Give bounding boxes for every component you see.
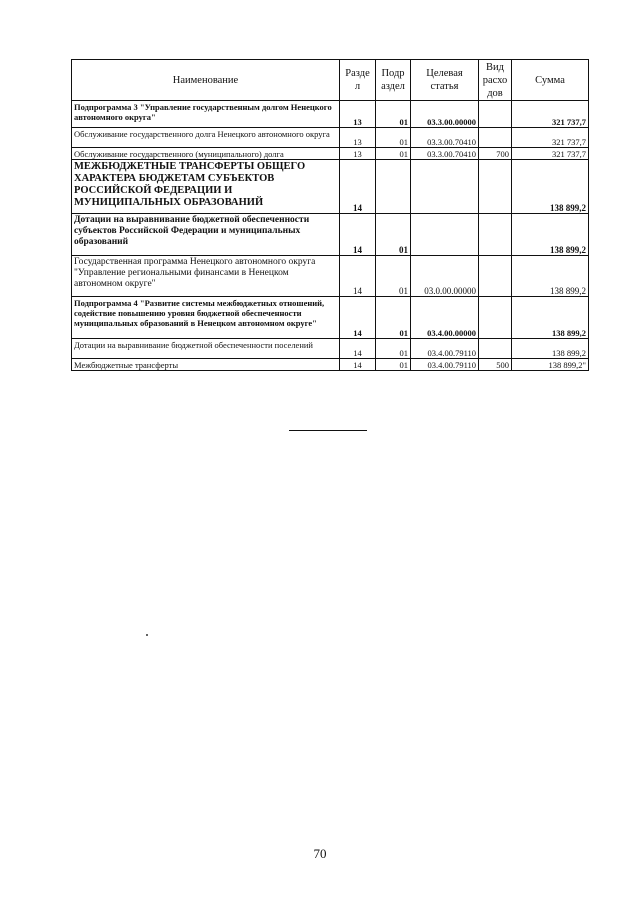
cell-summa: 138 899,2" bbox=[512, 359, 589, 371]
cell-summa: 321 737,7 bbox=[512, 101, 589, 128]
table-row bbox=[72, 160, 589, 214]
cell-vid-raskhodov bbox=[479, 214, 512, 256]
cell-celevaya-statya bbox=[411, 214, 479, 256]
cell-vid-raskhodov bbox=[479, 339, 512, 359]
cell-podrazdel: 01 bbox=[376, 256, 411, 297]
cell-vid-raskhodov bbox=[479, 160, 512, 214]
cell-vid-raskhodov bbox=[479, 297, 512, 339]
cell-name: Государственная программа Ненецкого автономного округа "Управление региональными финансами в Ненецком автономном округе" bbox=[72, 256, 340, 297]
table-row bbox=[72, 101, 589, 128]
cell-summa: 321 737,7 bbox=[512, 148, 589, 160]
cell-vid-raskhodov: 500 bbox=[479, 359, 512, 371]
table-body bbox=[72, 101, 589, 371]
cell-podrazdel: 01 bbox=[376, 148, 411, 160]
cell-vid-raskhodov bbox=[479, 128, 512, 148]
cell-vid-raskhodov bbox=[479, 256, 512, 297]
header-podrazdel: Подр аздел bbox=[376, 60, 411, 101]
cell-summa: 138 899,2 bbox=[512, 160, 589, 214]
cell-celevaya-statya: 03.3.00.70410 bbox=[411, 148, 479, 160]
cell-podrazdel: 01 bbox=[376, 359, 411, 371]
header-vid-raskhodov: Вид расхо дов bbox=[479, 60, 512, 101]
cell-podrazdel bbox=[376, 160, 411, 214]
cell-razdel: 14 bbox=[340, 256, 376, 297]
cell-celevaya-statya: 03.0.00.00000 bbox=[411, 256, 479, 297]
cell-name: Дотации на выравнивание бюджетной обеспеченности поселений bbox=[72, 339, 340, 359]
cell-celevaya-statya: 03.3.00.70410 bbox=[411, 128, 479, 148]
end-divider bbox=[289, 430, 367, 431]
cell-vid-raskhodov: 700 bbox=[479, 148, 512, 160]
cell-podrazdel: 01 bbox=[376, 214, 411, 256]
cell-podrazdel: 01 bbox=[376, 128, 411, 148]
cell-name: Обслуживание государственного долга Ненецкого автономного округа bbox=[72, 128, 340, 148]
cell-name: Дотации на выравнивание бюджетной обеспеченности субъектов Российской Федерации и муниципальных образований bbox=[72, 214, 340, 256]
cell-razdel: 13 bbox=[340, 101, 376, 128]
table-row bbox=[72, 359, 589, 371]
cell-summa: 138 899,2 bbox=[512, 256, 589, 297]
cell-razdel: 13 bbox=[340, 148, 376, 160]
header-razdel: Разде л bbox=[340, 60, 376, 101]
table-row bbox=[72, 148, 589, 160]
cell-vid-raskhodov bbox=[479, 101, 512, 128]
cell-name: МЕЖБЮДЖЕТНЫЕ ТРАНСФЕРТЫ ОБЩЕГО ХАРАКТЕРА БЮДЖЕТАМ СУБЪЕКТОВ РОССИЙСКОЙ ФЕДЕРАЦИИ И МУНИЦИПАЛЬНЫХ ОБРАЗОВАНИЙ bbox=[72, 160, 340, 214]
table-row bbox=[72, 256, 589, 297]
cell-razdel: 14 bbox=[340, 297, 376, 339]
cell-celevaya-statya: 03.4.00.79110 bbox=[411, 339, 479, 359]
table-row bbox=[72, 339, 589, 359]
table-header bbox=[72, 60, 589, 101]
budget-table bbox=[71, 59, 589, 371]
cell-celevaya-statya bbox=[411, 160, 479, 214]
table-row bbox=[72, 297, 589, 339]
page-number: 70 bbox=[313, 846, 327, 861]
cell-podrazdel: 01 bbox=[376, 339, 411, 359]
cell-name: Обслуживание государственного (муниципального) долга bbox=[72, 148, 340, 160]
cell-name: Подпрограмма 3 "Управление государственным долгом Ненецкого автономного округа" bbox=[72, 101, 340, 128]
header-celevaya-statya: Целевая статья bbox=[411, 60, 479, 101]
cell-razdel: 14 bbox=[340, 160, 376, 214]
cell-name: Межбюджетные трансферты bbox=[72, 359, 340, 371]
cell-razdel: 14 bbox=[340, 214, 376, 256]
cell-summa: 321 737,7 bbox=[512, 128, 589, 148]
cell-podrazdel: 01 bbox=[376, 297, 411, 339]
cell-name: Подпрограмма 4 "Развитие системы межбюджетных отношений, содействие повышению уровня бюджетной обеспеченности муниципальных образований в Ненецком автономном округе" bbox=[72, 297, 340, 339]
cell-razdel: 13 bbox=[340, 128, 376, 148]
cell-summa: 138 899,2 bbox=[512, 214, 589, 256]
table-row bbox=[72, 214, 589, 256]
cell-razdel: 14 bbox=[340, 359, 376, 371]
cell-summa: 138 899,2 bbox=[512, 339, 589, 359]
header-name: Наименование bbox=[72, 60, 340, 101]
cell-razdel: 14 bbox=[340, 339, 376, 359]
table-row bbox=[72, 128, 589, 148]
header-summa: Сумма bbox=[512, 60, 589, 101]
header-row bbox=[72, 60, 589, 101]
cell-celevaya-statya: 03.4.00.00000 bbox=[411, 297, 479, 339]
cell-summa: 138 899,2 bbox=[512, 297, 589, 339]
cell-celevaya-statya: 03.4.00.79110 bbox=[411, 359, 479, 371]
cell-celevaya-statya: 03.3.00.00000 bbox=[411, 101, 479, 128]
scan-speck bbox=[146, 634, 148, 636]
cell-podrazdel: 01 bbox=[376, 101, 411, 128]
